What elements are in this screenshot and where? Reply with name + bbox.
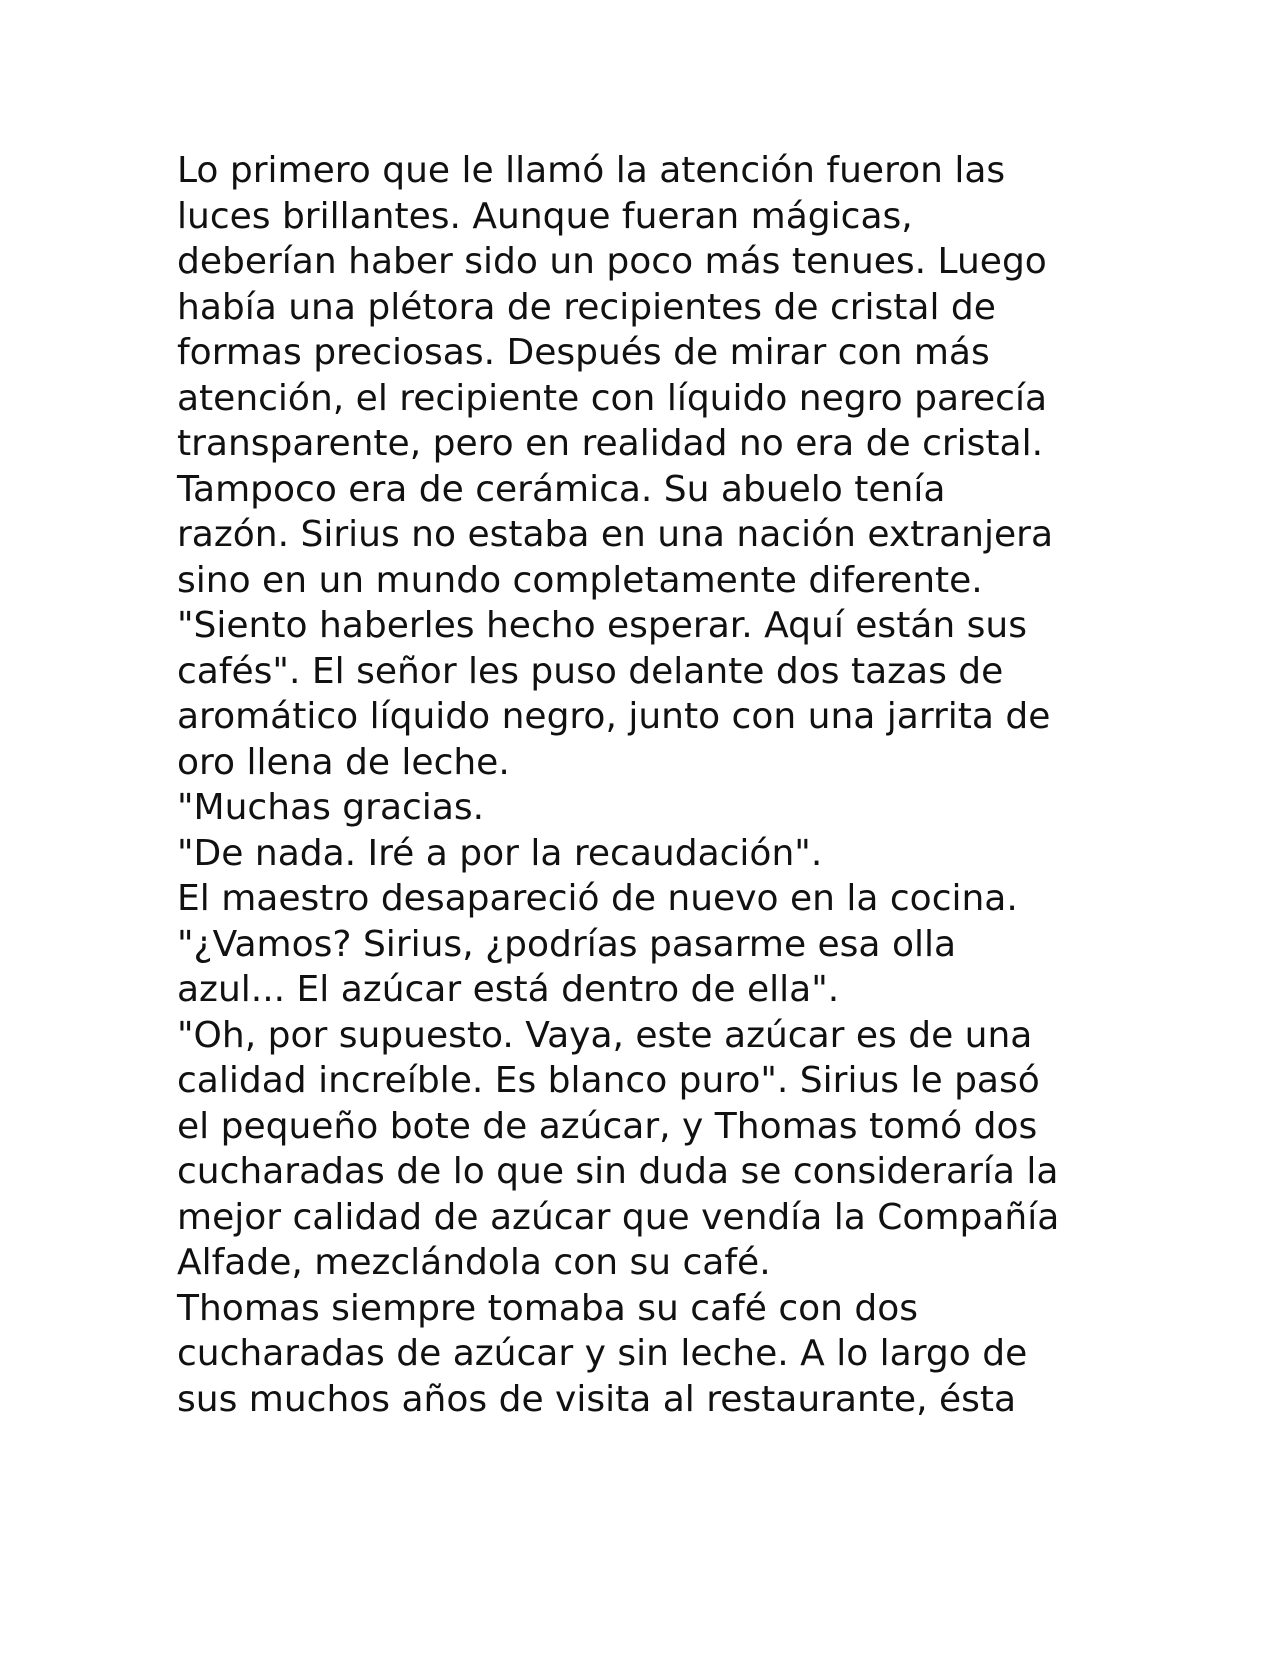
text-line: Lo primero que le llamó la atención fueron las <box>177 150 1006 191</box>
text-line: Tampoco era de cerámica. Su abuelo tenía <box>177 468 946 510</box>
text-line: oro llena de leche. <box>177 741 510 783</box>
text-line: "Muchas gracias. <box>177 787 485 828</box>
text-line: cafés". El señor les puso delante dos tazas de <box>177 650 1004 692</box>
text-line: "De nada. Iré a por la recaudación". <box>177 832 823 874</box>
text-line: calidad increíble. Es blanco puro". Sirius le pasó <box>177 1060 1040 1101</box>
text-line: formas preciosas. Después de mirar con más <box>177 332 990 373</box>
text-line: cucharadas de lo que sin duda se consideraría la <box>177 1151 1059 1192</box>
text-line: "Oh, por supuesto. Vaya, este azúcar es de una <box>177 1014 1033 1056</box>
text-line: el pequeño bote de azúcar, y Thomas tomó dos <box>177 1105 1038 1147</box>
text-line: había una plétora de recipientes de cristal de <box>177 286 996 328</box>
text-line: sino en un mundo completamente diferente. <box>177 559 983 601</box>
text-line: Alfade, mezclándola con su café. <box>177 1242 771 1283</box>
text-line: transparente, pero en realidad no era de cristal. <box>177 423 1044 464</box>
text-line: deberían haber sido un poco más tenues. Luego <box>177 241 1047 282</box>
text-line: razón. Sirius no estaba en una nación extranjera <box>177 514 1054 555</box>
body-text <box>177 148 1177 1422</box>
text-line: "Siento haberles hecho esperar. Aquí están sus <box>177 605 1027 646</box>
text-line: aromático líquido negro, junto con una jarrita de <box>177 696 1051 737</box>
text-line: El maestro desapareció de nuevo en la cocina. <box>177 878 1018 919</box>
text-line: Thomas siempre tomaba su café con dos <box>177 1287 919 1329</box>
text-line: atención, el recipiente con líquido negro parecía <box>177 377 1048 419</box>
text-line: azul... El azúcar está dentro de ella". <box>177 969 840 1010</box>
text-line: sus muchos años de visita al restaurante, ésta <box>177 1378 1017 1420</box>
text-line: cucharadas de azúcar y sin leche. A lo largo de <box>177 1333 1028 1374</box>
text-line: luces brillantes. Aunque fueran mágicas, <box>177 195 913 237</box>
text-line: "¿Vamos? Sirius, ¿podrías pasarme esa olla <box>177 923 957 965</box>
text-line: mejor calidad de azúcar que vendía la Compañía <box>177 1196 1060 1238</box>
